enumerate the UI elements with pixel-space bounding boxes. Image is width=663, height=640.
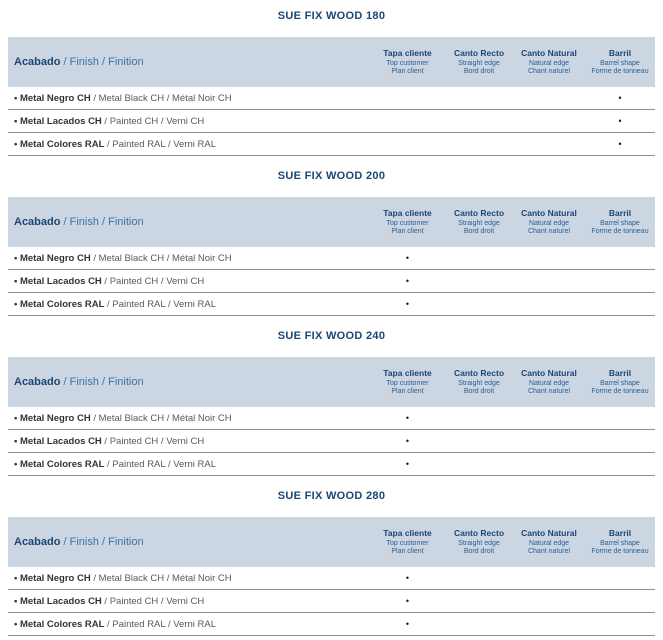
row-label-translations: / Painted CH / Verni CH [101, 115, 205, 127]
col-header-barril [585, 528, 655, 557]
finish-label-translations: / Finish / Finition [60, 375, 144, 388]
col-header-canto-recto [445, 208, 513, 237]
col-main-label: Canto Recto [453, 367, 505, 378]
row-label-es: • Metal Negro CH [14, 92, 91, 104]
finish-column-header [8, 376, 370, 389]
col-sub-label-fr: Bord droit [463, 228, 495, 235]
row-label-es: • Metal Lacados CH [14, 595, 102, 607]
table-row [8, 407, 655, 430]
col-sub-label-en: Barrel shape [600, 219, 640, 227]
availability-dot: • [405, 619, 410, 629]
col-main-label: Canto Recto [453, 527, 505, 538]
col-main-label: Barril [608, 207, 632, 218]
row-label-translations: / Painted RAL / Verni RAL [104, 618, 217, 630]
finish-label-translations: / Finish / Finition [60, 55, 144, 68]
col-sub-label-en: Barrel shape [600, 59, 640, 67]
col-sub-label-fr: Forme de tonneau [591, 68, 649, 75]
availability-dot: • [618, 93, 622, 103]
col-main-label: Tapa cliente [383, 47, 432, 58]
finish-column-header [8, 56, 370, 69]
row-label-es: • Metal Negro CH [14, 412, 91, 424]
availability-dot: • [405, 276, 410, 286]
col-sub-label-fr: Bord droit [463, 388, 495, 395]
col-header-tapa-cliente [370, 528, 445, 557]
row-label-es: • Metal Colores RAL [14, 138, 105, 150]
col-sub-label-fr: Plan client [391, 548, 424, 555]
table-sue-fix-wood-280 [8, 480, 655, 636]
finish-label-es: Acabado [14, 55, 61, 68]
table-row [8, 590, 655, 613]
col-sub-label-fr: Forme de tonneau [591, 548, 649, 555]
col-header-tapa-cliente [370, 208, 445, 237]
col-sub-label-fr: Chant naturel [527, 388, 571, 395]
row-label [8, 139, 370, 150]
col-header-tapa-cliente [370, 368, 445, 397]
row-label [8, 413, 370, 424]
col-sub-label-en: Natural edge [528, 539, 570, 547]
row-label [8, 253, 370, 264]
table-title: SUE FIX WOOD 200 [277, 170, 386, 182]
col-header-canto-natural [513, 48, 585, 77]
col-sub-label-en: Barrel shape [600, 539, 640, 547]
finish-label-es: Acabado [14, 535, 61, 548]
row-label-es: • Metal Lacados CH [14, 275, 102, 287]
row-label-es: • Metal Lacados CH [14, 115, 102, 127]
row-label [8, 459, 370, 470]
availability-dot: • [618, 139, 622, 149]
col-sub-label-fr: Chant naturel [527, 548, 571, 555]
col-main-label: Barril [608, 527, 632, 538]
row-label-translations: / Metal Black CH / Métal Noir CH [90, 92, 232, 104]
table-row [8, 453, 655, 476]
col-sub-label-en: Barrel shape [600, 379, 640, 387]
table-header [8, 37, 655, 87]
table-header [8, 357, 655, 407]
col-main-label: Tapa cliente [383, 527, 432, 538]
col-main-label: Canto Natural [521, 47, 577, 58]
col-sub-label-en: Top customer [386, 539, 429, 547]
row-label [8, 276, 370, 287]
availability-dot: • [405, 596, 410, 606]
col-main-label: Canto Recto [453, 47, 505, 58]
row-label [8, 436, 370, 447]
col-sub-label-en: Straight edge [458, 539, 500, 547]
col-sub-label-fr: Bord droit [463, 548, 495, 555]
col-header-canto-natural [513, 528, 585, 557]
row-label-es: • Metal Negro CH [14, 252, 91, 264]
table-row [8, 293, 655, 316]
col-sub-label-en: Natural edge [528, 379, 570, 387]
col-main-label: Canto Natural [521, 367, 577, 378]
col-sub-label-en: Straight edge [458, 59, 500, 67]
col-sub-label-en: Straight edge [458, 379, 500, 387]
col-sub-label-en: Natural edge [528, 219, 570, 227]
row-label-translations: / Metal Black CH / Métal Noir CH [90, 572, 232, 584]
row-label-es: • Metal Colores RAL [14, 458, 105, 470]
col-sub-label-fr: Plan client [391, 228, 424, 235]
col-sub-label-en: Straight edge [458, 219, 500, 227]
col-header-canto-recto [445, 528, 513, 557]
col-header-canto-recto [445, 48, 513, 77]
col-sub-label-en: Natural edge [528, 59, 570, 67]
table-sue-fix-wood-180 [8, 0, 655, 156]
row-label-translations: / Painted RAL / Verni RAL [104, 298, 217, 310]
col-sub-label-fr: Chant naturel [527, 228, 571, 235]
availability-dot: • [405, 413, 410, 423]
col-header-tapa-cliente [370, 48, 445, 77]
row-label-translations: / Painted RAL / Verni RAL [104, 138, 217, 150]
row-label-translations: / Metal Black CH / Métal Noir CH [90, 412, 232, 424]
row-label [8, 573, 370, 584]
table-row [8, 613, 655, 636]
table-title: SUE FIX WOOD 280 [277, 490, 386, 502]
table-sue-fix-wood-200 [8, 160, 655, 316]
col-header-canto-recto [445, 368, 513, 397]
finish-label-es: Acabado [14, 215, 61, 228]
col-header-barril [585, 208, 655, 237]
row-label-es: • Metal Lacados CH [14, 435, 102, 447]
finish-label-translations: / Finish / Finition [60, 535, 144, 548]
row-label-translations: / Metal Black CH / Métal Noir CH [90, 252, 232, 264]
row-label-translations: / Painted CH / Verni CH [101, 595, 205, 607]
table-sue-fix-wood-240 [8, 320, 655, 476]
finish-column-header [8, 536, 370, 549]
col-sub-label-en: Top customer [386, 379, 429, 387]
row-label [8, 619, 370, 630]
col-sub-label-fr: Forme de tonneau [591, 228, 649, 235]
finish-column-header [8, 216, 370, 229]
table-header [8, 197, 655, 247]
table-row [8, 87, 655, 110]
col-main-label: Barril [608, 367, 632, 378]
table-row [8, 430, 655, 453]
row-label [8, 93, 370, 104]
col-sub-label-fr: Forme de tonneau [591, 388, 649, 395]
row-label-translations: / Painted RAL / Verni RAL [104, 458, 217, 470]
col-main-label: Canto Recto [453, 207, 505, 218]
table-row [8, 567, 655, 590]
availability-dot: • [405, 253, 410, 263]
row-label-translations: / Painted CH / Verni CH [101, 435, 205, 447]
row-label [8, 596, 370, 607]
availability-dot: • [618, 116, 622, 126]
finish-label-es: Acabado [14, 375, 61, 388]
col-header-barril [585, 48, 655, 77]
col-sub-label-fr: Plan client [391, 68, 424, 75]
col-sub-label-fr: Plan client [391, 388, 424, 395]
availability-dot: • [405, 299, 410, 309]
col-main-label: Tapa cliente [383, 367, 432, 378]
col-main-label: Tapa cliente [383, 207, 432, 218]
table-row [8, 133, 655, 156]
col-header-canto-natural [513, 208, 585, 237]
row-label-es: • Metal Colores RAL [14, 298, 105, 310]
col-sub-label-fr: Chant naturel [527, 68, 571, 75]
table-header [8, 517, 655, 567]
table-row [8, 247, 655, 270]
row-label-es: • Metal Negro CH [14, 572, 91, 584]
availability-dot: • [405, 436, 410, 446]
table-title: SUE FIX WOOD 180 [277, 10, 386, 22]
col-sub-label-en: Top customer [386, 59, 429, 67]
col-header-barril [585, 368, 655, 397]
col-main-label: Canto Natural [521, 527, 577, 538]
col-main-label: Barril [608, 47, 632, 58]
row-label [8, 116, 370, 127]
table-row [8, 110, 655, 133]
availability-dot: • [405, 459, 410, 469]
table-row [8, 270, 655, 293]
col-header-canto-natural [513, 368, 585, 397]
availability-dot: • [405, 573, 410, 583]
col-sub-label-en: Top customer [386, 219, 429, 227]
row-label-translations: / Painted CH / Verni CH [101, 275, 205, 287]
row-label [8, 299, 370, 310]
col-sub-label-fr: Bord droit [463, 68, 495, 75]
finish-label-translations: / Finish / Finition [60, 215, 144, 228]
row-label-es: • Metal Colores RAL [14, 618, 105, 630]
col-main-label: Canto Natural [521, 207, 577, 218]
table-title: SUE FIX WOOD 240 [277, 330, 386, 342]
